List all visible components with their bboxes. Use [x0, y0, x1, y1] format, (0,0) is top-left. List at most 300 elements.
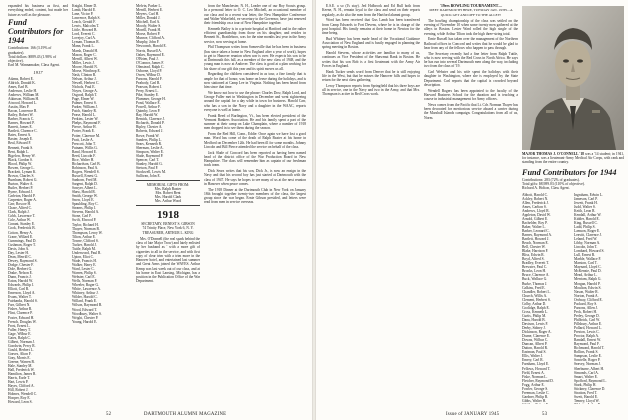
paragraph: The bowling championship of the class was settled on the evening of November 10 when some twenty men gathered at the alleys in Boston. Lester Ward rolled the high single of the evening, while Arthur Tilton took the high three-string total. [424, 18, 518, 36]
list-item-text: Pease, Harold L. [72, 113, 96, 118]
list-item-text: Plummer, George H. [136, 97, 166, 102]
list-item-text: Swift, Elwood P. [72, 218, 97, 223]
paragraph: Word has been received that Gus Lamb has been transferred from Camp Edwards to Fort Devens, where he is in charge of the post hospital. His family remains at their home in Newton for the time being. [322, 18, 420, 35]
list-item-text: Reed, Lincoln F. [72, 153, 96, 158]
list-item-text: Stark, Philip H. [574, 382, 597, 387]
list-item-text: Gardner, Philip R. [522, 394, 549, 399]
list-item-text: Preston, Lewis C. [574, 330, 600, 335]
fund-agent: Earl M. Wannamaker, Class Agent. [8, 63, 60, 68]
left-page [0, 0, 312, 420]
list-item-text: Andrews, William M. [8, 92, 40, 97]
list-item-text: Prescott, John T. [72, 141, 96, 146]
list-item [8, 400, 68, 404]
list-item-text: Dana, Harold B. [522, 317, 546, 322]
list-item-text: Judd, Walter S. [574, 204, 596, 209]
portrait-image [522, 6, 624, 150]
list-item [136, 231, 200, 235]
list-item-text: Butler, Herbert P. [8, 186, 34, 190]
intro-text: expanded his business as first, and everything ended, content, but made her future as well as the pleasure. [8, 4, 68, 17]
list-item-text: Frost, Ernest L. [8, 323, 31, 328]
list-item-text: Knight, Elmer D. [72, 4, 97, 8]
list-item-text: Emerson, Lloyd A. [8, 291, 36, 296]
list-item-text: Boyd, Alfred S. [522, 257, 545, 262]
right-footer [446, 412, 547, 417]
list-item-text: Woodbury, Walter S. [72, 311, 102, 316]
list-item-text: Stearns, Philip J. [72, 206, 97, 211]
list-item-text: Atkinson, William H. [8, 96, 39, 101]
list-item-text: Bachelder, Roy P. [522, 220, 548, 225]
list-item-text: Baker, Walter L. [522, 224, 546, 229]
list-item-text: Carr, Roscoe H. [8, 202, 32, 207]
list-item-text: Sherburne, Albert H. [574, 366, 604, 371]
list-item-text: Sampson, Leslie E. [574, 354, 602, 359]
list-item-text: Nash, Clinton R. [72, 72, 97, 77]
list-item-text: Bennett, Frank S. [8, 145, 34, 150]
list-item-text: Bigelow, Henry W. [8, 153, 36, 158]
list-item-text: Ingraham, Edwin L. [574, 192, 603, 197]
list-item-text: SECRETARY, ERNEST S. GIBSON [141, 222, 195, 227]
list-item-text: Slade, Raymond P. [136, 153, 164, 158]
list-item-text: Snow, Lloyd E. [72, 198, 95, 203]
list-item-text: Thayer, Norman B. [72, 226, 100, 231]
list-item-text: Randall, Ernest W. [574, 338, 601, 343]
list-item-text: Smith, George W. [72, 194, 98, 199]
paragraph: Frank Reed of Burlington, Vt., has been elected president of the Vermont Bankers Association. He and his family spent a part of the summer at their camp on Lake Champlain, where a number of 1918 men dropped in to see them during the season. [204, 113, 306, 131]
list-item-text: Carpenter, Roger A. [8, 198, 37, 203]
list-item-text: Barnes, Raymond A. [522, 232, 552, 237]
list-item-text: Towne, Clifford S. [72, 238, 99, 243]
list-item-text: Derby, Sidney J. [522, 326, 546, 331]
list-item-text: Holmes, Wendell C. [8, 392, 37, 397]
fund-contributions: Contributions: 166 (3.19% of graduates). [8, 46, 52, 55]
list-item-text: Austin, Max P. [8, 105, 30, 110]
fund-total: Total dollars: $889.43 (1.98% of objective). [8, 54, 57, 64]
list-item-text: Chase, Alfred C. [8, 206, 32, 211]
list-item-text: Ames, Earl B. [8, 84, 29, 89]
list-item-text: Appleton, David W. [522, 212, 551, 217]
contributor-list [522, 193, 570, 405]
list-item-text: Field, Ernest A. [522, 370, 545, 375]
list-item-text: Merriam, Ralph G. [574, 277, 602, 282]
contributor-list [136, 4, 200, 178]
list-item-text: Stickney, Clarence D. [574, 386, 606, 391]
list-item-text: Mrs. Ralph Baxter [154, 187, 182, 192]
class-notes [136, 237, 200, 284]
list-item-text: Nason, Walter R. [574, 289, 599, 294]
issue-date: Issue of JANUARY 1945 [446, 412, 500, 417]
list-item-text: Bliss, Edwin R. [522, 253, 545, 258]
list-item-text: Phelps, Raymond F. [72, 121, 101, 126]
list-item-text: Flint, Clarence P. [8, 311, 33, 316]
list-item-text: Thompson, Leroy W. [72, 230, 103, 235]
year-heading: 1917 [33, 69, 43, 75]
list-item-text: Buck, Wallace G. [522, 277, 548, 282]
list-item-text: Graves, Alton F. [8, 351, 32, 356]
list-item-text: Baxter, Joseph E. [8, 137, 34, 142]
list-item-text: Meyers, Carl H. [136, 12, 160, 17]
list-item-text: Nelson, Arthur J. [72, 76, 97, 81]
paragraph: The 1918 Dinner at the Dartmouth Club in New York on January 18th brought together twenty-two members of the class, the largest group since the war began. Ernie Gibson presided, and letters were read from men in service overseas. [204, 187, 306, 205]
list-item-text: Coolidge, Ralph E. [522, 305, 550, 310]
list-item-text: Curtis, Philip M. [522, 313, 547, 318]
list-item-text: Russell, Ernest G. [72, 173, 98, 178]
list-item-text: Fisher, Arthur R. [8, 307, 33, 312]
list-item-text: Adams, Robert E. [8, 76, 34, 81]
list-item-text: Oakes, Raymond E. [136, 52, 165, 57]
list-item-text: Goodwin, Percy R. [8, 343, 36, 348]
list-item-text: O'Brien, Paul J. [136, 56, 159, 61]
fund-summary [522, 178, 624, 191]
list-item-text: Bruce, Clarence A. [522, 273, 550, 278]
list-item-text: Downs, Wilbur C. [522, 338, 549, 343]
list-item-text: Jewett, Frank H. [574, 200, 598, 205]
list-item-text: Peabody, Carl R. [136, 80, 161, 85]
list-item-text: Sherman, Leslie A. [136, 145, 164, 150]
list-item-text: Cotton, Henry A. [8, 230, 33, 235]
list-item-text: Moulton, Edwin S. [574, 285, 602, 290]
list-item-text: Burton, Walter A. [8, 181, 34, 186]
list-item-text: Sullivan, John E. [136, 173, 161, 178]
right-column-1 [322, 4, 420, 408]
list-item-text: Harris, Earle T. [8, 376, 31, 381]
list-item-text: Conant, Stanley E. [8, 222, 35, 227]
list-item-text: Sargent, Ralph D. [72, 182, 98, 187]
list-item [574, 403, 624, 404]
list-item-text: Fowler, George S. [522, 386, 549, 391]
list-item-text: Mrs. Robert Bent [155, 191, 181, 196]
list-item-text: Burke, Thomas J. [522, 281, 548, 286]
list-item-text: Clark, Ralph J. [8, 210, 30, 215]
list-item-text: Beach, Norman E. [522, 241, 549, 246]
left-column-4 [204, 4, 306, 408]
contributor-list [72, 4, 132, 324]
paragraph: Leroy Thompson reports from Springfield that his three boys are all in service, one in the Navy and two in the Army, and that Mrs. Thompson is active in Red Cross work. [322, 83, 420, 97]
list-item-text: Hall, Frederick W. [8, 368, 35, 373]
list-item-text: Whitney, Arthur J. [72, 291, 99, 296]
list-item-text: Lane, Victor P. [72, 12, 94, 17]
list-item-text: Moore, Harold N. [72, 64, 98, 69]
list-item-text: Libby, Norman A. [574, 241, 601, 246]
list-item-text: Philbrick, Carl W. [574, 317, 600, 322]
list-item-text: Sears, Kenneth R. [136, 141, 162, 146]
list-item-text: Barber, Francis C. [8, 117, 35, 122]
list-item-text: Gibbs, Walter H. [522, 398, 547, 403]
list-item-text: Robinson, Paul A. [72, 165, 99, 170]
list-item-text: Rice, Walter H. [72, 157, 95, 162]
list-item-text: Owen, Wilbur D. [136, 72, 161, 77]
list-item-text: Young, Harold E. [72, 319, 98, 324]
list-item-text: Sawtelle, Roger P. [574, 358, 601, 363]
list-item-text: Gates, Ralph C. [8, 335, 31, 340]
list-item-text: Hamilton, James R. [8, 372, 37, 377]
bowling-subheading: MEET DARTMOUTH HERE, TUESDAY JAN. 19TH—A QUICK GET AND OFF TO THE ALLEY! [429, 8, 513, 17]
list-item-text: Porter, Frank E. [72, 129, 95, 134]
list-item-text: Blake, Harrison F. [522, 249, 549, 254]
list-item-text: Hooper, Roy E. [8, 396, 31, 401]
list-item-text: Dole, Herbert G. [8, 266, 33, 271]
list-item-text: Remick, Clarence J. [136, 117, 165, 122]
photo-caption [522, 152, 624, 165]
list-item-text: Cook, Frederick B. [8, 226, 36, 231]
list-item-text: Dean, Merrill C. [8, 254, 32, 259]
class-notes [204, 4, 306, 205]
list-item-text: Cobb, Lawrence T. [8, 214, 36, 219]
list-item-text: Roberts, Edward J. [136, 129, 164, 134]
list-item-text: Andrews, Lloyd R. [522, 208, 550, 213]
fund-title: Fund Contributors for 1944 [8, 18, 64, 46]
list-item-text: Melvin, Parker L. [136, 4, 162, 8]
list-item-text: Brackett, Lyman K. [8, 169, 37, 174]
paragraph: E.S.E. a so (I's stay). Jed Holbrook and Ed Bull both from Keene, N. H., remain loyal to the class and send on their reports regularly, as do also the men from the Hartford alumni group. [322, 4, 420, 17]
list-item-text: Mrs. Arthur Wood [154, 199, 182, 204]
fund-agent: Richard A. Holton, Class Agent. [522, 186, 570, 191]
list-item-text: Atwood, Howard L. [8, 101, 37, 106]
list-item-text: Aldrich, Donald K. [8, 80, 36, 85]
list-item-text: Powell, Arthur F. [136, 105, 161, 110]
list-item-text: Wilder, Harold C. [72, 295, 98, 300]
class-year-heading: 1918 [157, 209, 179, 222]
list-item-text: Pearson, Robert J. [136, 84, 163, 89]
list-item-text: Pillsbury, Arthur E. [574, 322, 602, 326]
list-item-text: Rollins, Frank S. [574, 350, 599, 355]
list-item-text: Simpson, Walter E. [136, 149, 164, 154]
list-item-text: Munroe, Clifford A. [136, 36, 165, 41]
list-item-text: Underwood, Paul R. [72, 250, 102, 255]
list-item-text: Pierce, Arthur H. [72, 125, 97, 130]
list-item-text: Fairbanks, Harold S. [8, 299, 38, 304]
list-item-text: Brown, Charles S. [8, 173, 35, 178]
list-item-text: Shaw, Harold R. [72, 190, 96, 195]
list-item-text: Merrill, Herbert E. [136, 8, 163, 13]
paragraph: Bud Whitney has been made head of the Vocational Guidance Association of New England and is busily engaged in planning the spring meeting in Boston. [322, 36, 420, 50]
list-item-text: Mead, Arthur L. [574, 273, 598, 278]
list-item-text: Ackley, Robert N. [522, 196, 549, 201]
list-item-text: Drake, Nelson E. [8, 270, 33, 275]
caption-text: was a '14 student; in 1941, for instance, was a lieutenant-Army Medical Air Corps, with rank and standing from the entire country. [522, 152, 624, 165]
list-item-text: Calkins, Fred E. [522, 285, 546, 290]
list-item-text: Willard, Frank E. [72, 299, 98, 304]
list-item-text: Palmer, Ernest S. [72, 101, 97, 106]
fund-contributions: Contributions: 283 (72% of graduates). [522, 177, 580, 182]
list-item-text: Rand, Howard E. [72, 149, 97, 154]
paragraph: We know not how to use the phrase: Charles Dow, Ralph Lord, and George Fuller met in Washington in December and went sightseeing around the capital for a day while in town for business. Harold Carr, who has a son in the Navy and a daughter in the WAAC, reports everyone is well at home. [204, 90, 306, 112]
list-item-text: Moody, Walter S. [136, 24, 162, 29]
list-item-text: Lull, Ernest R. [574, 253, 596, 258]
list-item-text: Maynard, Lloyd C. [574, 265, 602, 270]
list-item-text: Blood, Philip W. [8, 161, 32, 166]
fund-total: Total gifts: $8,989.03 (110% of objective). [522, 181, 585, 186]
list-item-text: Freeman, Leslie C. [522, 390, 550, 395]
list-item-text: Richmond, Harold T. [574, 346, 605, 351]
list-item-text: Day, Lester H. [8, 250, 29, 255]
list-item-text: Dutton, Harold R. [522, 346, 548, 351]
intro-fragment [8, 4, 68, 17]
list-item-text: Mason, Roger C. [72, 52, 97, 57]
list-item-text: Miller, Donald J. [136, 16, 161, 21]
list-item-text: Brewster, Paul C. [522, 265, 548, 270]
left-column-2 [72, 4, 132, 404]
list-item-text: Barker, Leonard C. [522, 228, 550, 233]
list-item-text: Fletcher, Raymond D. [522, 378, 554, 383]
list-item-text: Lyman, Thomas R. [72, 40, 100, 45]
list-item-text [574, 403, 624, 404]
list-item-text: Richardson, Carl B. [72, 161, 101, 166]
contributor-list [8, 77, 68, 404]
list-item [136, 199, 200, 203]
list-item-text: Fellows, Howard T. [522, 366, 551, 371]
list-item-text: Black, Gordon S. [8, 157, 33, 162]
list-item-text: Fiske, Norman L. [522, 374, 548, 379]
list-item-text: Murphy, John F. [136, 40, 160, 45]
list-item-text: Lord, Everett C. [72, 32, 96, 37]
list-item-text: Burnham, Robert G. [8, 177, 38, 182]
paragraph: Wendell Rogers has been appointed to the faculty of the Harvard Business School for the duration and is teaching a course in industrial management for Army officers. [424, 88, 518, 101]
list-item-text: Ripley, Chester A. [136, 125, 163, 130]
list-item-text: Taylor, Richard H. [72, 222, 99, 227]
secretary-block [136, 222, 200, 235]
list-item-text: Richards, Donald P. [136, 121, 165, 126]
memorial-gifts [136, 183, 200, 203]
list-item-text: Osgood, Ralph T. [72, 93, 98, 98]
list-item-text: Mitchell, Earl A. [136, 20, 161, 25]
list-item-text: O'Connor, James F. [136, 60, 164, 65]
list-item-text: Ladd, Philip S. [574, 224, 596, 229]
list-item-text: Peck, Robert H. [574, 309, 597, 314]
list-item-text: Kidder, Harold E. [574, 216, 600, 221]
list-item-text: Marston, Carl T. [574, 261, 598, 266]
fund-title: Fund Contributors for 1944 [522, 167, 617, 177]
paragraph: The Secretary recently had a fine letter from Ralph Tuttle, who is now serving with the Red Cross in North Africa. He says he has run into several Dartmouth men along the way, including two from the class of '19. [424, 51, 518, 69]
list-item [72, 320, 132, 324]
list-item-text: Wells, Norman F. [72, 279, 98, 284]
left-column-1 [8, 4, 68, 404]
paragraph: Hank Tucker sends word from Denver that he is still enjoying life in the West, but that he misses the Hanover hills and hopes to return for the next class gathering. [322, 69, 420, 82]
list-item-text: Bowen, George L. [8, 165, 35, 170]
list-item-text: Cushman, Roger T. [8, 242, 36, 247]
list-item-text: Carleton, Harold P. [8, 194, 36, 199]
list-item-text: Sanborn, Fred M. [72, 178, 98, 183]
list-item-text: Bartlett, Howard J. [522, 237, 550, 242]
list-item-text: Clement, Herbert S. [522, 297, 551, 302]
list-item-text: Tucker, Harold J. [72, 242, 97, 247]
list-item-text: Wade, Francis H. [72, 258, 97, 263]
list-item-text: Colby, Arthur D. [522, 301, 547, 306]
list-item-text: Wilson, Raymond B. [72, 303, 103, 308]
list-item-text: Pollard, Howard L. [574, 326, 602, 331]
list-item-text: Wheeler, Roger G. [72, 283, 99, 288]
contributor-columns [522, 193, 624, 403]
list-item-text: Bartlett, Clarence C. [8, 129, 38, 134]
right-column-3 [522, 152, 624, 404]
list-item-text: Bates, Ernest A. [8, 133, 32, 138]
list-item-text: Packard, Roy S. [574, 301, 598, 306]
list-item-text: Bell, Chester W. [522, 245, 546, 250]
list-item-text: Leach, Gerald F. [72, 20, 96, 25]
list-item-text: Marsh, Donald H. [72, 48, 98, 53]
list-item-text: Rowe, Frank W. [136, 133, 160, 138]
list-item-text: Mrs. Harold Clark [154, 195, 182, 200]
paragraph: Kenneth Bailey is in a private hospital at Hartford and in the rather efficient guardianship from those on his daughter, and resides in Bennett St., Brattleboro, was for the nine months last year in the Army service, now serving at home. [204, 26, 306, 44]
list-item-text: Seavey, Norman J. [574, 362, 601, 367]
contributor-list [574, 193, 624, 405]
list-item-text: Nichols, Paul E. [72, 84, 96, 89]
list-item-text: Stetson, Paul F. [136, 165, 159, 170]
left-footer [106, 412, 226, 417]
list-item-text: Emery, Carl R. [522, 358, 544, 363]
divider [136, 180, 200, 181]
list-item-text: Fuller, Henry T. [8, 327, 31, 332]
list-item-text: Pond, Wallace E. [136, 101, 161, 106]
list-item-text: Perry, Ernest L. [136, 88, 159, 93]
caption-name: MAJOR THOMAS J. O'CONNELL '18 [522, 152, 584, 156]
list-item-text: Farnham, Lloyd E. [522, 362, 550, 367]
list-item-text: French, Douglas W. [8, 319, 37, 324]
list-item-text: Byrne, Edward J. [8, 190, 33, 195]
list-item-text: Howard, Leon S. [8, 400, 33, 404]
list-item-text: Lombard, Howard S. [574, 249, 605, 254]
list-item-text: Norris, Russell A. [136, 48, 162, 53]
list-item-text: Lewis, Malcolm T. [72, 24, 100, 29]
list-item-text: Spofford, Raymond L. [574, 378, 607, 383]
list-item-text: Newcomb, Harold E. [136, 44, 167, 49]
list-item-text: TREASURER, ARTHUR L. KING [142, 230, 194, 235]
paragraph: Dick Sears writes that his son, Dick Jr., is now an ensign in the Navy and that his second boy has just started at Dartmouth with the class of 1947. He says he hopes to see many of us at the next reunion in Hanover when peace comes. [204, 169, 306, 186]
list-item-text: Gray, Morris E. [8, 355, 31, 360]
list-item-text: Perley, George D. [574, 313, 600, 318]
list-item-text: King, Russell C. [574, 220, 598, 225]
list-item-text: Beal, Edward F. [8, 141, 32, 146]
list-item-text: White, Lawrence A. [72, 287, 101, 292]
list-item-text: MEMORIAL GIFTS FROM: [146, 183, 190, 188]
list-item-text: Ellis, Walter J. [522, 354, 544, 359]
list-item-text: Lamb, Harold E. [72, 8, 97, 13]
list-item-text: Quimby, Leon P. [136, 109, 161, 114]
list-item-text: Gilbert, Norman J. [8, 339, 35, 344]
list-item-text: Bailey, Robert W. [8, 113, 34, 118]
list-item-text: Walker, Harry E. [72, 263, 97, 267]
list-item-text: Little, Howard B. [72, 28, 98, 33]
list-item-text: Warren, Philip S. [72, 271, 97, 276]
list-item-text: Farr, Gilbert N. [8, 303, 31, 308]
list-item-text: Fogg, Arthur E. [522, 382, 545, 387]
paragraph: Ernie Russell has taken over the management of the Northern Railroad offices in Concord and writes that he would be glad to hear from any of the fellows who happen to pass through. [424, 37, 518, 50]
list-item-text: Swett, Harold E. [574, 394, 598, 399]
list-item-text: Simonds, Carl A. [574, 370, 599, 375]
list-item [136, 174, 200, 178]
paragraph: Phil Thompson writes from Somerville that he has been in business (has since taken a home in New England after a year of work), hopes to get to Hanover reunion when war is over. He expects his son to be at Dartmouth this fall, as a member of the new class of 1948, and the young man is now at Andover. The class is good at a plan working for his share of our gift this year and its spirit moves us all. [204, 45, 306, 71]
list-item-text: Dewey, Raymond S. [8, 258, 38, 263]
right-page [316, 0, 628, 420]
list-item-text: Anderson, Leslie H. [8, 88, 37, 93]
list-item-text: Ward, Lester C. [72, 267, 95, 272]
paragraph: News comes from the Pacific that Lt. Cdr. Norman Thayer has been decorated for meritorious service aboard a carrier during the Marshall Islands campaign. Congratulations from all of us, Norm. [424, 102, 518, 120]
list-item-text: Morse, Winthrop E. [72, 68, 101, 73]
list-item-text: Smart, Walter E. [574, 374, 598, 379]
list-item-text: Leland, Fred W. [574, 237, 598, 242]
list-item-text: Foster, Edward H. [8, 315, 35, 320]
list-item-text: Hart, Lewis P. [8, 380, 29, 385]
list-item-text: Gould, Herbert L. [8, 347, 34, 352]
list-item-text: 74 Trinity Place, New York 6, N. Y. [142, 226, 194, 231]
list-item-text: Raymond, Paul F. [574, 342, 600, 347]
list-item-text: Merrill, Albert W. [72, 56, 98, 61]
list-item-text: Stone, Carl F. [72, 214, 92, 219]
list-item-text: Stockwell, Lewis M. [136, 169, 166, 174]
list-item-text: Parker, William J. [72, 105, 98, 110]
list-item-text: Duncan, Albert P. [522, 342, 548, 347]
list-item-text: Webster, Carl E. [72, 275, 96, 280]
paragraph: From the Red Hill, Conn., Eddie: Once again we have lost a good man. Word has come of the death of Ralph Baxter at his home in Medford on December 12th. He had been ill for some months. Johnny Lincoln and Bill Pierce attended the service on behalf of the class. [204, 132, 306, 149]
